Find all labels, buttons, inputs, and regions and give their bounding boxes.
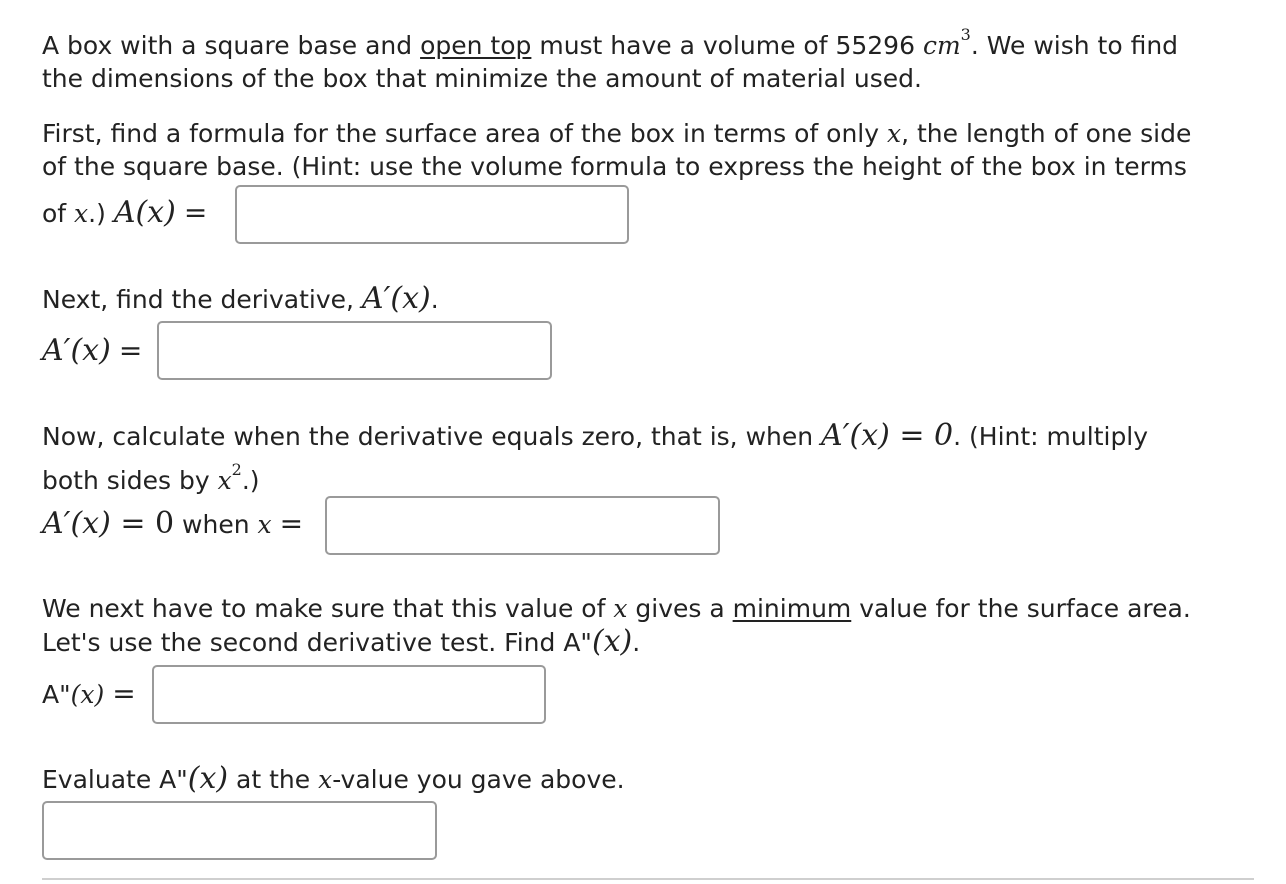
q5-var: x (318, 765, 333, 794)
q5-text-c: -value you gave above. (332, 765, 625, 794)
q1-line-3b: .) (88, 199, 114, 228)
q1-equals: = (183, 196, 208, 229)
unit-exponent: 3 (960, 25, 971, 44)
q4-answer-label (42, 677, 138, 711)
q4-label-b: (x) (70, 680, 105, 709)
q1-text: First, find a formula for the surface area of the box in terms of only (42, 119, 887, 148)
q3-text-b: . (Hint: multiply (953, 422, 1149, 451)
q1-answer-label (42, 196, 209, 230)
open-top-link: open top (420, 31, 532, 60)
question-evaluate (42, 762, 625, 796)
q2-func: A′(x) (361, 281, 431, 316)
derivative-input[interactable] (157, 321, 552, 380)
q5-text-a: Evaluate A" (42, 765, 188, 794)
q4-equals: = (112, 677, 136, 710)
q3-label-var: x (257, 510, 272, 539)
unit: cm (922, 31, 961, 60)
question-critical-point (42, 419, 1148, 497)
q1-text-b: , the length of one side (901, 119, 1192, 148)
q1-var: x (886, 119, 902, 148)
bottom-divider (42, 878, 1254, 880)
q4-text: We next have to make sure that this value of (42, 594, 614, 623)
q4-var: x (613, 594, 628, 623)
intro-line-2: the dimensions of the box that minimize the amount of material used. (42, 64, 922, 93)
critical-point-input[interactable] (325, 496, 720, 555)
q2-label: A′(x) (42, 333, 111, 368)
surface-area-input[interactable] (235, 185, 629, 244)
minimum-link: minimum (732, 594, 852, 623)
q1-line-2: of the square base. (Hint: use the volume formula to express the height of the box in terms (42, 152, 1187, 181)
q3-label: A′(x) (42, 506, 111, 541)
q3-label-eq0: = 0 (110, 506, 175, 541)
q3-exponent: 2 (231, 460, 242, 479)
question-second-derivative (42, 592, 1191, 659)
q4-line-2a: Let's use the second derivative test. Find A" (42, 628, 592, 657)
second-derivative-input[interactable] (152, 665, 546, 724)
q3-line-2b: .) (241, 466, 260, 495)
intro-text-3: . We wish to find (970, 31, 1179, 60)
q2-equals: = (118, 334, 143, 367)
q3-answer-label (42, 507, 305, 541)
q3-when: when (174, 510, 258, 539)
q1-var-2: x (74, 199, 89, 228)
problem-intro (42, 18, 1178, 95)
intro-text-2: must have a volume of 55296 (531, 31, 923, 60)
q3-text: Now, calculate when the derivative equals zero, that is, when (42, 422, 822, 451)
q5-func: (x) (187, 761, 229, 796)
q2-answer-label (42, 334, 144, 368)
q4-text-c: value for the surface area. (851, 594, 1191, 623)
q4-line-2b: . (632, 628, 641, 657)
q1-func: A(x) (113, 195, 176, 230)
q3-condition: A′(x) = 0 (821, 418, 954, 453)
q3-line-2a: both sides by (42, 466, 218, 495)
q5-text-b: at the (228, 765, 319, 794)
q2-period: . (430, 285, 439, 314)
q4-func: (x) (591, 624, 633, 659)
question-surface-area (42, 117, 1191, 183)
q2-text: Next, find the derivative, (42, 285, 362, 314)
question-derivative (42, 282, 439, 316)
intro-text: A box with a square base and (42, 31, 421, 60)
q4-text-b: gives a (627, 594, 733, 623)
q3-equals: = (279, 507, 304, 540)
evaluate-input[interactable] (42, 801, 437, 860)
q1-line-3a: of (42, 199, 75, 228)
q3-var: x (217, 466, 232, 495)
q4-label-a: A" (42, 680, 71, 709)
